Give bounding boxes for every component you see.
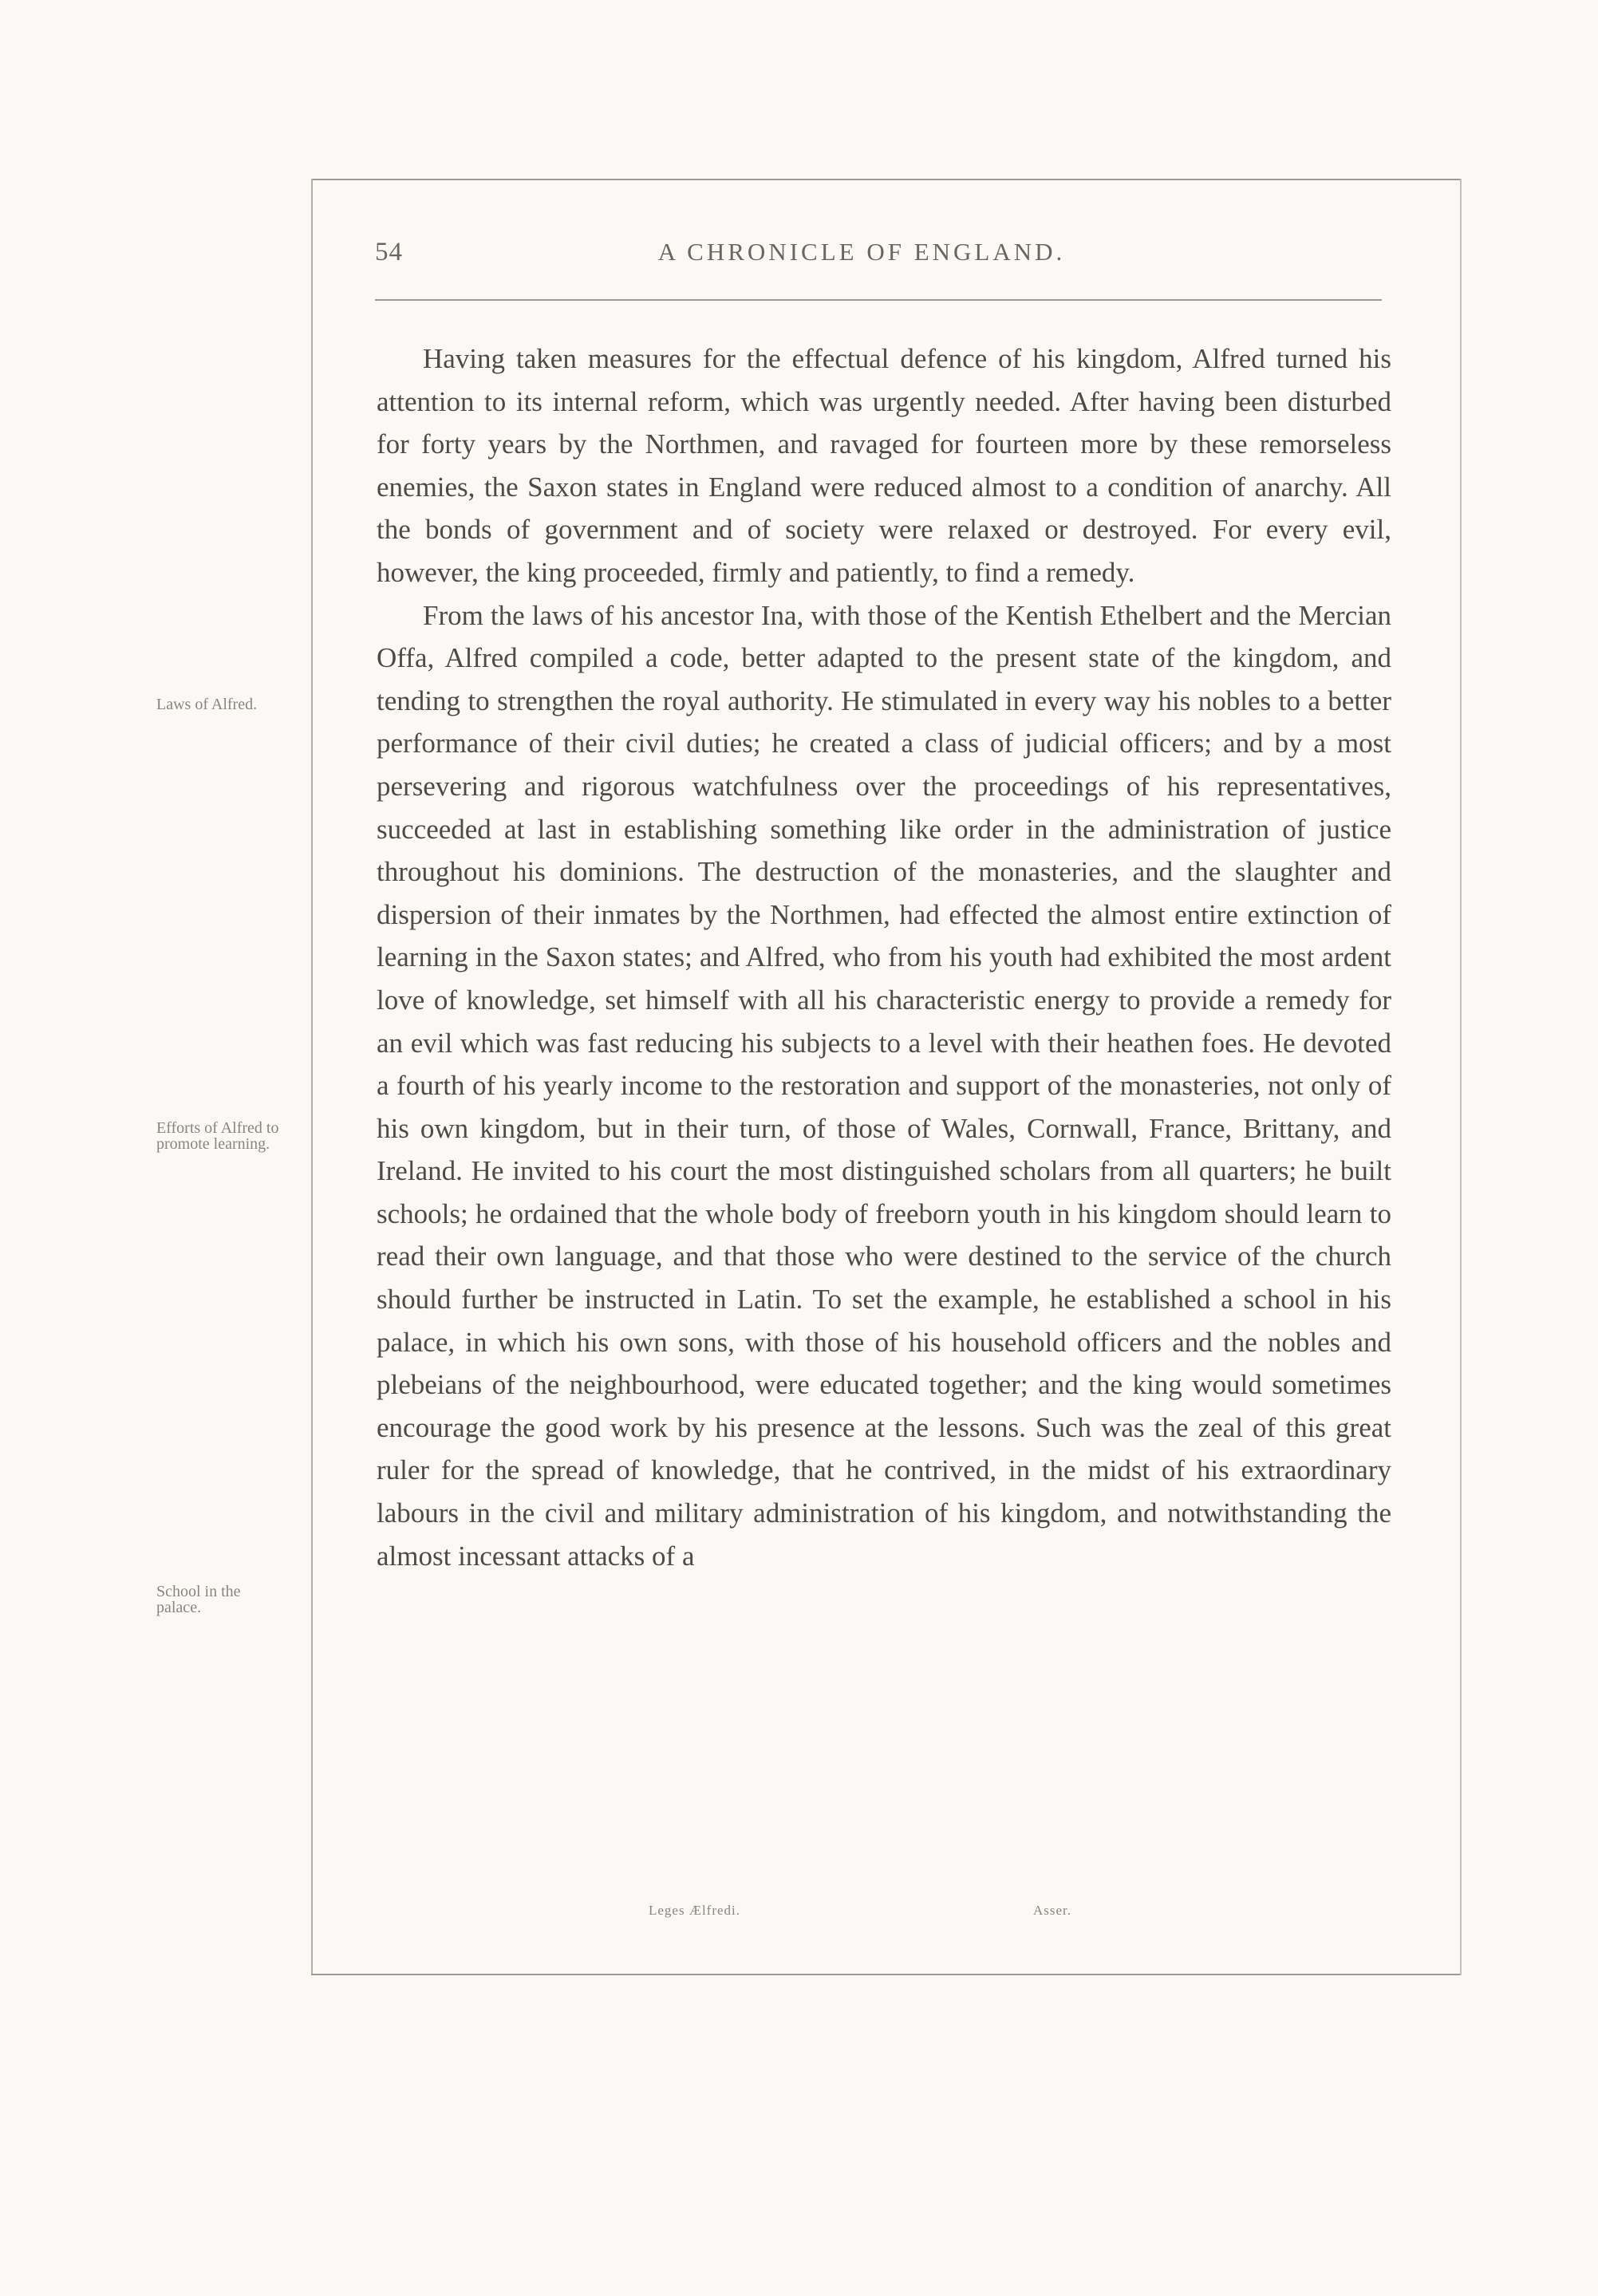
sidenote-efforts: Efforts of Alfred to promote learning.: [156, 1119, 279, 1153]
footnote-asser: Asser.: [1033, 1903, 1072, 1918]
paragraph-laws-learning: From the laws of his ancestor Ina, with those of the Kentish Ethelbert and the Mercian Offa, Alfred compiled a code, better adapted to the present state of the kingdom, and tending to strengthen the royal authority. He stimulated in every way his nobles to a better performance of their civil duties; he created a class of judicial officers; and by a most persevering and rigorous watchfulness over the proceedings of his representatives, succeeded at last in establishing something like order in the administration of justice throughout his dominions. The destruction of the monasteries, and the slaughter and dispersion of their inmates by the Northmen, had effected the almost entire extinction of learning in the Saxon states; and Alfred, who from his youth had exhibited the most ardent love of knowledge, set himself with all his characteristic energy to provide a remedy for an evil which was fast reducing his subjects to a level with their heathen foes. He devoted a fourth of his yearly income to the restoration and support of the monasteries, not only of his own kingdom, but in their turn, of those of Wales, Cornwall, France, Brittany, and Ireland. He invited to his court the most distinguished scholars from all quarters; he built schools; he ordained that the whole body of freeborn youth in his kingdom should learn to read their own language, and that those who were destined to the service of the church should further be instructed in Latin. To set the example, he established a school in his palace, in which his own sons, with those of his household officers and the nobles and plebeians of the neighbourhood, were educated together; and the king would sometimes encourage the good work by his presence at the lessons. Such was the zeal of this great ruler for the spread of knowledge, that he contrived, in the midst of his extraordinary labours in the civil and military administration of his kingdom, and notwithstanding the almost incessant attacks of a: [377, 599, 1391, 1572]
sidenote-school: School in the palace.: [156, 1583, 241, 1616]
frame-right-rule: [1460, 179, 1462, 1975]
footnote-leges: Leges Ælfredi.: [649, 1903, 741, 1918]
sidenote-laws: Laws of Alfred.: [156, 696, 258, 713]
running-title: A CHRONICLE OF ENGLAND.: [657, 238, 1066, 266]
frame-bottom-rule: [311, 1974, 1460, 1975]
frame-top-rule: [311, 179, 1460, 180]
page-number: 54: [375, 238, 403, 266]
paragraph-defence-reform: Having taken measures for the effectual defence of his kingdom, Alfred turned his attention to its internal reform, which was urgently needed. After having been disturbed for forty years by the Northmen, and ravaged for fourteen more by these remorseless enemies, the Saxon states in England were reduced almost to a condition of anarchy. All the bonds of government and of society were relaxed or destroyed. For every evil, however, the king proceeded, firmly and patiently, to find a remedy.: [377, 343, 1391, 588]
header-rule: [375, 299, 1382, 301]
body-text: [377, 337, 1391, 1577]
frame-left-rule: [311, 179, 313, 1975]
